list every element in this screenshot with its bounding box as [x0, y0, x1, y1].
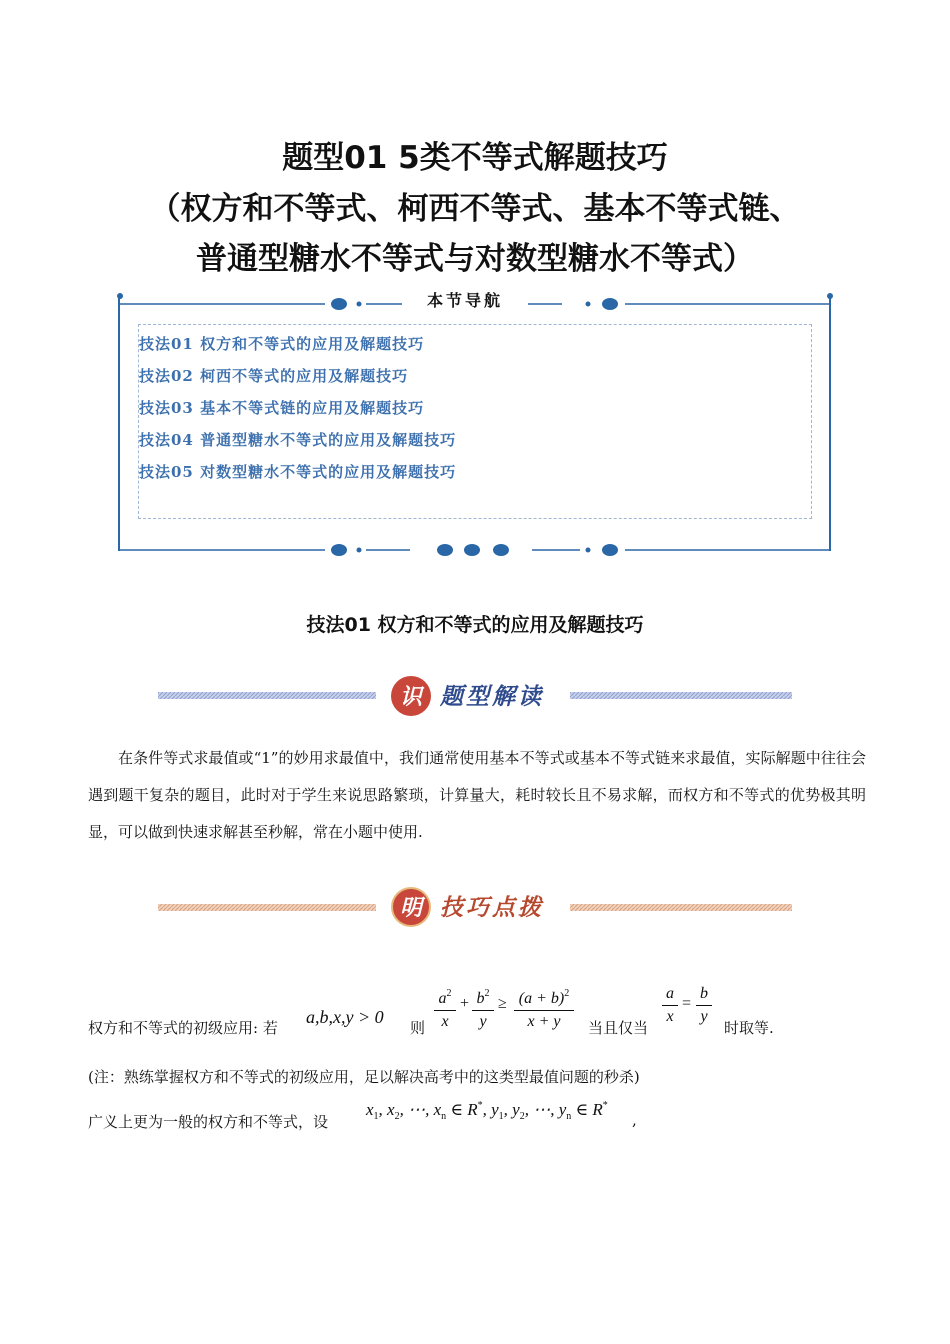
geq-sign: ≥ — [498, 995, 507, 1012]
formula-tail-text: 时取等. — [724, 1019, 774, 1037]
fraction-b-over-y: b y — [696, 983, 712, 1028]
nav-item-2[interactable]: 技法02 柯西不等式的应用及解题技巧 — [139, 367, 409, 385]
badge-char: 明 — [399, 895, 422, 921]
nav-item-5[interactable]: 技法05 对数型糖水不等式的应用及解题技巧 — [139, 463, 457, 481]
nav-heading: 本节导航 — [426, 291, 503, 310]
page-title-line-2: （权方和不等式、柯西不等式、基本不等式链、 — [149, 191, 801, 227]
plus-sign: + — [460, 995, 470, 1012]
section-heading: 技法01 权方和不等式的应用及解题技巧 — [306, 614, 644, 636]
general-set-expression: $x_1$, $x_2$, ⋯, $x_n$ ∈ R*, $y_1$, $y_2$, ⋯, $y_n$ ∈ R* — [366, 1100, 608, 1122]
page-title-line-1: 题型01 5类不等式解题技巧 — [282, 140, 668, 176]
fraction-sum-squared: $(a + b)^2$ x + y — [514, 983, 574, 1033]
general-tail-text: , — [632, 1111, 637, 1129]
equals-sign: = — [682, 995, 692, 1012]
formula-condition: a,b,x,y > 0 — [306, 1007, 384, 1027]
fraction-b2-over-y: $b^2$ y — [472, 983, 494, 1033]
note-text: (注：熟练掌握权方和不等式的初级应用，足以解决高考中的这类型最值问题的秒杀) — [88, 1068, 640, 1086]
fraction-a-over-x: a x — [662, 983, 678, 1028]
badge-char: 识 — [399, 684, 422, 710]
formula-lead-text: 权方和不等式的初级应用: 若 — [88, 1019, 278, 1037]
nav-item-4[interactable]: 技法04 普通型糖水不等式的应用及解题技巧 — [139, 431, 457, 449]
formula-when-text: 当且仅当 — [588, 1019, 649, 1037]
nav-item-3[interactable]: 技法03 基本不等式链的应用及解题技巧 — [139, 399, 425, 417]
banner-label: 题型解读 — [440, 683, 544, 710]
formula-then-text: 则 — [410, 1019, 426, 1037]
nav-item-1[interactable]: 技法01 权方和不等式的应用及解题技巧 — [139, 335, 425, 353]
fraction-a2-over-x: $a^2$ x — [434, 983, 456, 1033]
page-title-line-3: 普通型糖水不等式与对数型糖水不等式） — [196, 241, 754, 277]
intro-paragraph: 在条件等式求最值或“1”的妙用求最值中，我们通常使用基本不等式或基本不等式链来求最值，实际解题中往往会遇到题干复杂的题目，此时对于学生来说思路繁琐，计算量大，耗时较长且不易求解，而权方和不等式的优势极其明显，可以做到快速求解甚至秒解，常在小题中使用. — [88, 749, 866, 841]
general-lead-text: 广义上更为一般的权方和不等式，设 — [88, 1113, 329, 1131]
banner-label: 技巧点拨 — [440, 894, 544, 921]
